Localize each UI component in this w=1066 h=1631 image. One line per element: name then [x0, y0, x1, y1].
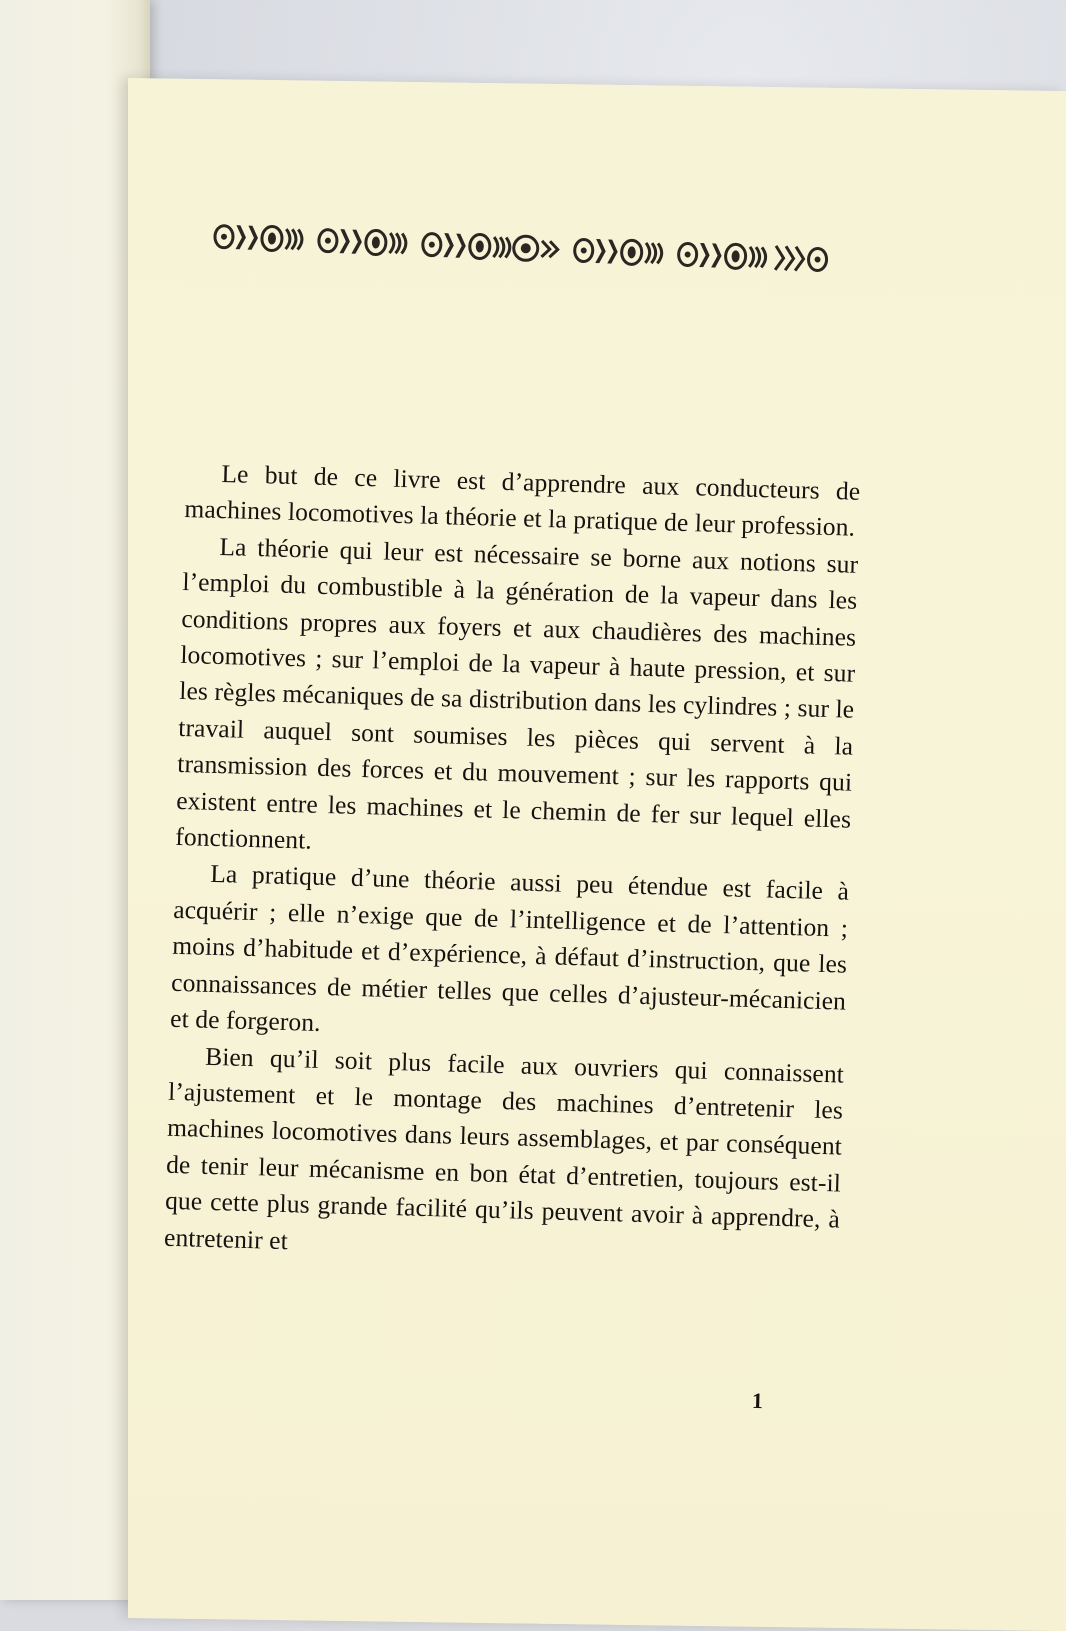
paragraph-4: Bien qu’il soit plus facile aux ouvriers qui connaissent l’ajustement et le montage des machines d’entretenir les machines locomotives dans leurs assemblages, et par conséquent de tenir leur mécanisme en bon état d’entretien, toujours est-il que cette plus grande facilité qu’ils peuvent avoir à apprendre, à entretenir et	[163, 1041, 845, 1255]
paragraph-1: Le but de ce livre est d’apprendre aux conducteurs de machines locomotives la théorie et la pratique de leur profession.	[184, 459, 861, 543]
paragraph-3: La pratique d’une théorie aussi peu étendue est facile à acquérir ; elle n’exige que de l’intelligence et de l’attention ; moins d’habitude et d’expérience, à défaut d’instruction, que les connaissances de métier telles que celles d’ajusteur-mécanicien et de forgeron.	[169, 859, 850, 1038]
paragraph-2: La théorie qui leur est nécessaire se borne aux notions sur l’emploi du combustible à la génération de la vapeur dans les conditions propres aux foyers et aux chaudières des machines locomotives ; sur l’emploi de la vapeur à haute pression, et sur les règles mécaniques de sa distribution dans les cylindres ; sur le travail auquel sont soumises les pièces qui servent à la transmission des forces et du mouvement ; sur les rapports qui existent entre les machines et le chemin de fer sur lequel elles fonctionnent.	[174, 531, 859, 855]
body-text	[164, 455, 861, 1274]
page-number: 1	[751, 1387, 764, 1414]
